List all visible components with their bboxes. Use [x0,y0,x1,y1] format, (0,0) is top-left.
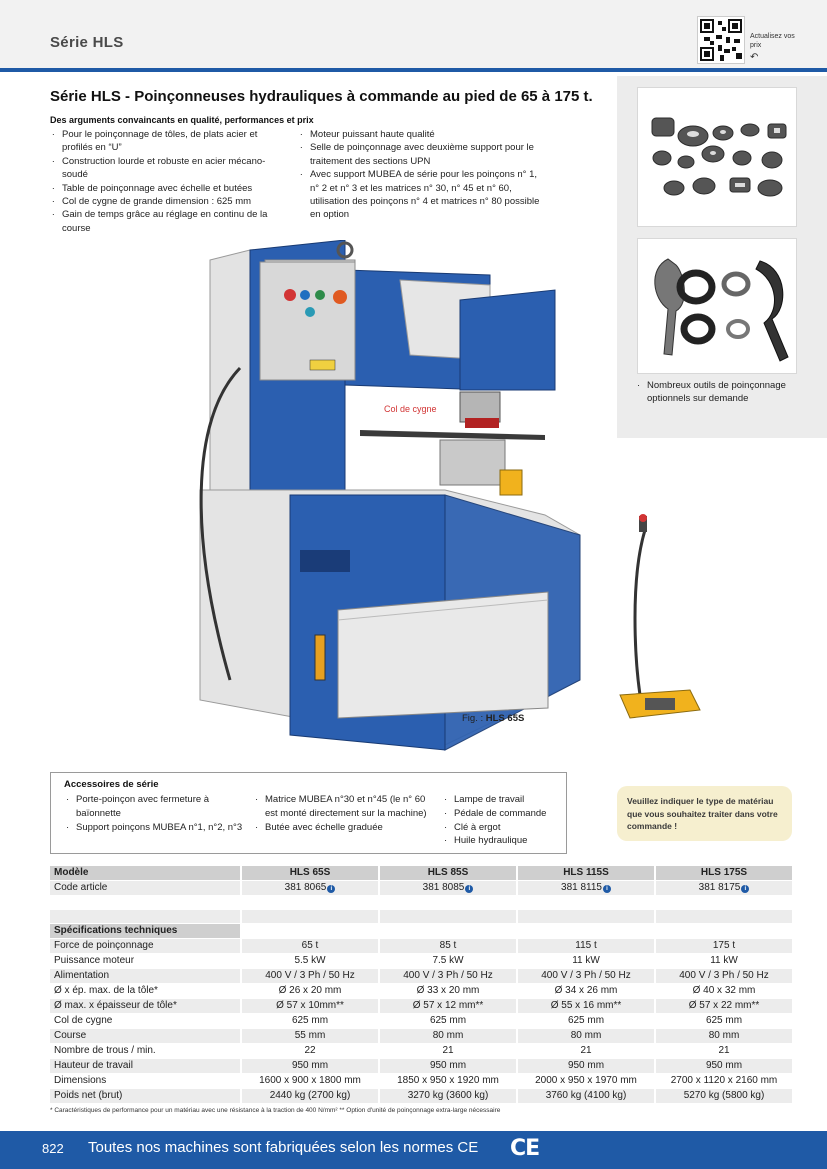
spec-value: 2000 x 950 x 1970 mm [516,1074,654,1088]
spec-value: 625 mm [654,1014,792,1028]
arguments-list-left [50,128,290,235]
spec-value: 1600 x 900 x 1800 mm [240,1074,378,1088]
spec-value: Ø 57 x 10mm** [240,999,378,1013]
accessories-list-1 [64,793,244,834]
article-code: 381 8115 [561,882,602,893]
figure-caption-prefix: Fig. : [462,713,484,724]
page-title: Série HLS - Poinçonneuses hydrauliques à commande au pied de 65 à 175 t. [50,88,593,105]
spec-value: 400 V / 3 Ph / 50 Hz [240,969,378,983]
spec-value: 625 mm [240,1014,378,1028]
spec-label: Puissance moteur [50,954,240,968]
list-item: . Col de cygne de grande dimension : 625 mm [50,195,290,208]
spec-value: 21 [516,1044,654,1058]
spec-value: 400 V / 3 Ph / 50 Hz [378,969,516,983]
spec-label: Course [50,1029,240,1043]
spec-value: Ø 33 x 20 mm [378,984,516,998]
spec-label: Nombre de trous / min. [50,1044,240,1058]
list-item: . Selle de poinçonnage avec deuxième support pour le traitement des sections UPN [298,141,548,168]
info-icon[interactable]: i [465,885,473,893]
spec-value: 55 mm [240,1029,378,1043]
article-code: 381 8085 [422,882,465,893]
spec-value: 400 V / 3 Ph / 50 Hz [654,969,792,983]
spec-value: 950 mm [378,1059,516,1073]
spec-value: 2700 x 1120 x 2160 mm [654,1074,792,1088]
spec-value: 1850 x 950 x 1920 mm [378,1074,516,1088]
list-item: · Lampe de travail [442,793,562,807]
spec-value: 175 t [654,939,792,953]
ce-mark-icon: CE [510,1136,540,1161]
machine-image [100,240,720,760]
list-item: . Pour le poinçonnage de tôles, de plats acier et profilés en “U” [50,128,290,155]
table-row [50,1089,792,1103]
spec-value: 11 kW [516,954,654,968]
spec-value: 625 mm [378,1014,516,1028]
list-item: · Support poinçons MUBEA n°1, n°2, n°3 [64,821,244,835]
accessories-title: Accessoires de série [64,779,159,790]
spec-value: 625 mm [516,1014,654,1028]
article-code: 381 8175 [698,882,741,893]
specs-label: Spécifications techniques [50,924,240,938]
col-de-cygne-label: Col de cygne [384,404,437,414]
spec-value: 80 mm [516,1029,654,1043]
spec-value: 5270 kg (5800 kg) [654,1089,792,1103]
accessories-list-3 [442,793,562,848]
model-name: HLS 115S [516,866,654,880]
spec-value: 950 mm [516,1059,654,1073]
model-name: HLS 175S [654,866,792,880]
figure-caption-model: HLS 65S [485,713,525,724]
spec-table [50,865,792,1104]
spec-value: 950 mm [240,1059,378,1073]
model-label: Modèle [50,866,240,880]
table-row-blank [50,896,792,909]
spec-value: 400 V / 3 Ph / 50 Hz [516,969,654,983]
table-row [50,1044,792,1058]
spec-value: 80 mm [654,1029,792,1043]
qr-code-icon[interactable] [697,16,745,64]
spec-label: Ø x ép. max. de la tôle* [50,984,240,998]
arguments-list-right [298,128,548,222]
list-item: . Table de poinçonnage avec échelle et butées [50,182,290,195]
footnote: * Caractéristiques de performance pour un matériau avec une résistance à la traction de 400 N/mm² ** Option d'unité de poinçonnage extra-large nécessaire [50,1107,501,1114]
spec-value: 65 t [240,939,378,953]
spec-label: Force de poinçonnage [50,939,240,953]
spec-label: Poids net (brut) [50,1089,240,1103]
specs-subheader-row [50,924,792,938]
table-row [50,939,792,953]
list-item: · Clé à ergot [442,821,562,835]
spec-value: 115 t [516,939,654,953]
spec-label: Ø max. x épaisseur de tôle* [50,999,240,1013]
spec-value: 80 mm [378,1029,516,1043]
qr-note: Actualisez vos prix [750,33,795,49]
table-header-row [50,866,792,880]
table-row [50,984,792,998]
article-code: 381 8065 [284,882,327,893]
article-label: Code article [50,881,240,895]
table-row [50,1014,792,1028]
table-row-blank [50,910,792,923]
header-rule [0,68,827,72]
list-item: · Porte-poinçon avec fermeture à baïonnette [64,793,244,821]
spec-value: 3760 kg (4100 kg) [516,1089,654,1103]
figure-caption [462,713,524,724]
spec-value: 3270 kg (3600 kg) [378,1089,516,1103]
spec-value: Ø 34 x 26 mm [516,984,654,998]
list-item: · Pédale de commande [442,807,562,821]
list-item: . Gain de temps grâce au réglage en continu de la course [50,208,290,235]
page-number: 822 [42,1141,64,1156]
spec-label: Col de cygne [50,1014,240,1028]
series-label: Série HLS [50,34,124,51]
spec-label: Dimensions [50,1074,240,1088]
list-item: · Matrice MUBEA n°30 et n°45 (le n° 60 est monté directement sur la machine) [253,793,433,821]
spec-value: 7.5 kW [378,954,516,968]
spec-value: 2440 kg (2700 kg) [240,1089,378,1103]
list-item: · Butée avec échelle graduée [253,821,433,835]
spec-value: Ø 57 x 12 mm** [378,999,516,1013]
punch-dies-photo [637,87,797,227]
accessories-list-2 [253,793,433,834]
spec-label: Hauteur de travail [50,1059,240,1073]
list-item: . Moteur puissant haute qualité [298,128,548,141]
order-note: Veuillez indiquer le type de matériau que vous souhaitez traiter dans votre commande ! [617,786,792,841]
model-name: HLS 85S [378,866,516,880]
model-name: HLS 65S [240,866,378,880]
spec-value: 22 [240,1044,378,1058]
info-icon[interactable]: i [741,885,749,893]
spec-value: Ø 26 x 20 mm [240,984,378,998]
spec-value: 85 t [378,939,516,953]
spec-value: Ø 57 x 22 mm** [654,999,792,1013]
spec-value: Ø 40 x 32 mm [654,984,792,998]
table-row [50,1074,792,1088]
info-icon[interactable]: i [603,885,611,893]
arguments-heading: Des arguments convaincants en qualité, performances et prix [50,115,314,125]
list-item: · Huile hydraulique [442,834,562,848]
info-icon[interactable]: i [327,885,335,893]
spec-value: 950 mm [654,1059,792,1073]
footer-text: Toutes nos machines sont fabriquées selon les normes CE [88,1139,479,1156]
table-row [50,1059,792,1073]
table-row [50,969,792,983]
tools-caption: · Nombreux outils de poinçonnage optionnels sur demande [637,380,807,405]
list-item: . Construction lourde et robuste en acier mécano-soudé [50,155,290,182]
spec-value: 5.5 kW [240,954,378,968]
curved-arrow-icon: ↶ [750,52,759,63]
table-row-article [50,881,792,895]
list-item: . Avec support MUBEA de série pour les poinçons n° 1, n° 2 et n° 3 et les matrices n° 30, n° 45 et n° 60, utilisation des poinçons n° 4 et matrices n° 80 possible en option [298,168,548,222]
spec-label: Alimentation [50,969,240,983]
table-row [50,1029,792,1043]
spec-value: Ø 55 x 16 mm** [516,999,654,1013]
spec-value: 21 [378,1044,516,1058]
table-row [50,954,792,968]
spec-value: 11 kW [654,954,792,968]
table-row [50,999,792,1013]
spec-value: 21 [654,1044,792,1058]
